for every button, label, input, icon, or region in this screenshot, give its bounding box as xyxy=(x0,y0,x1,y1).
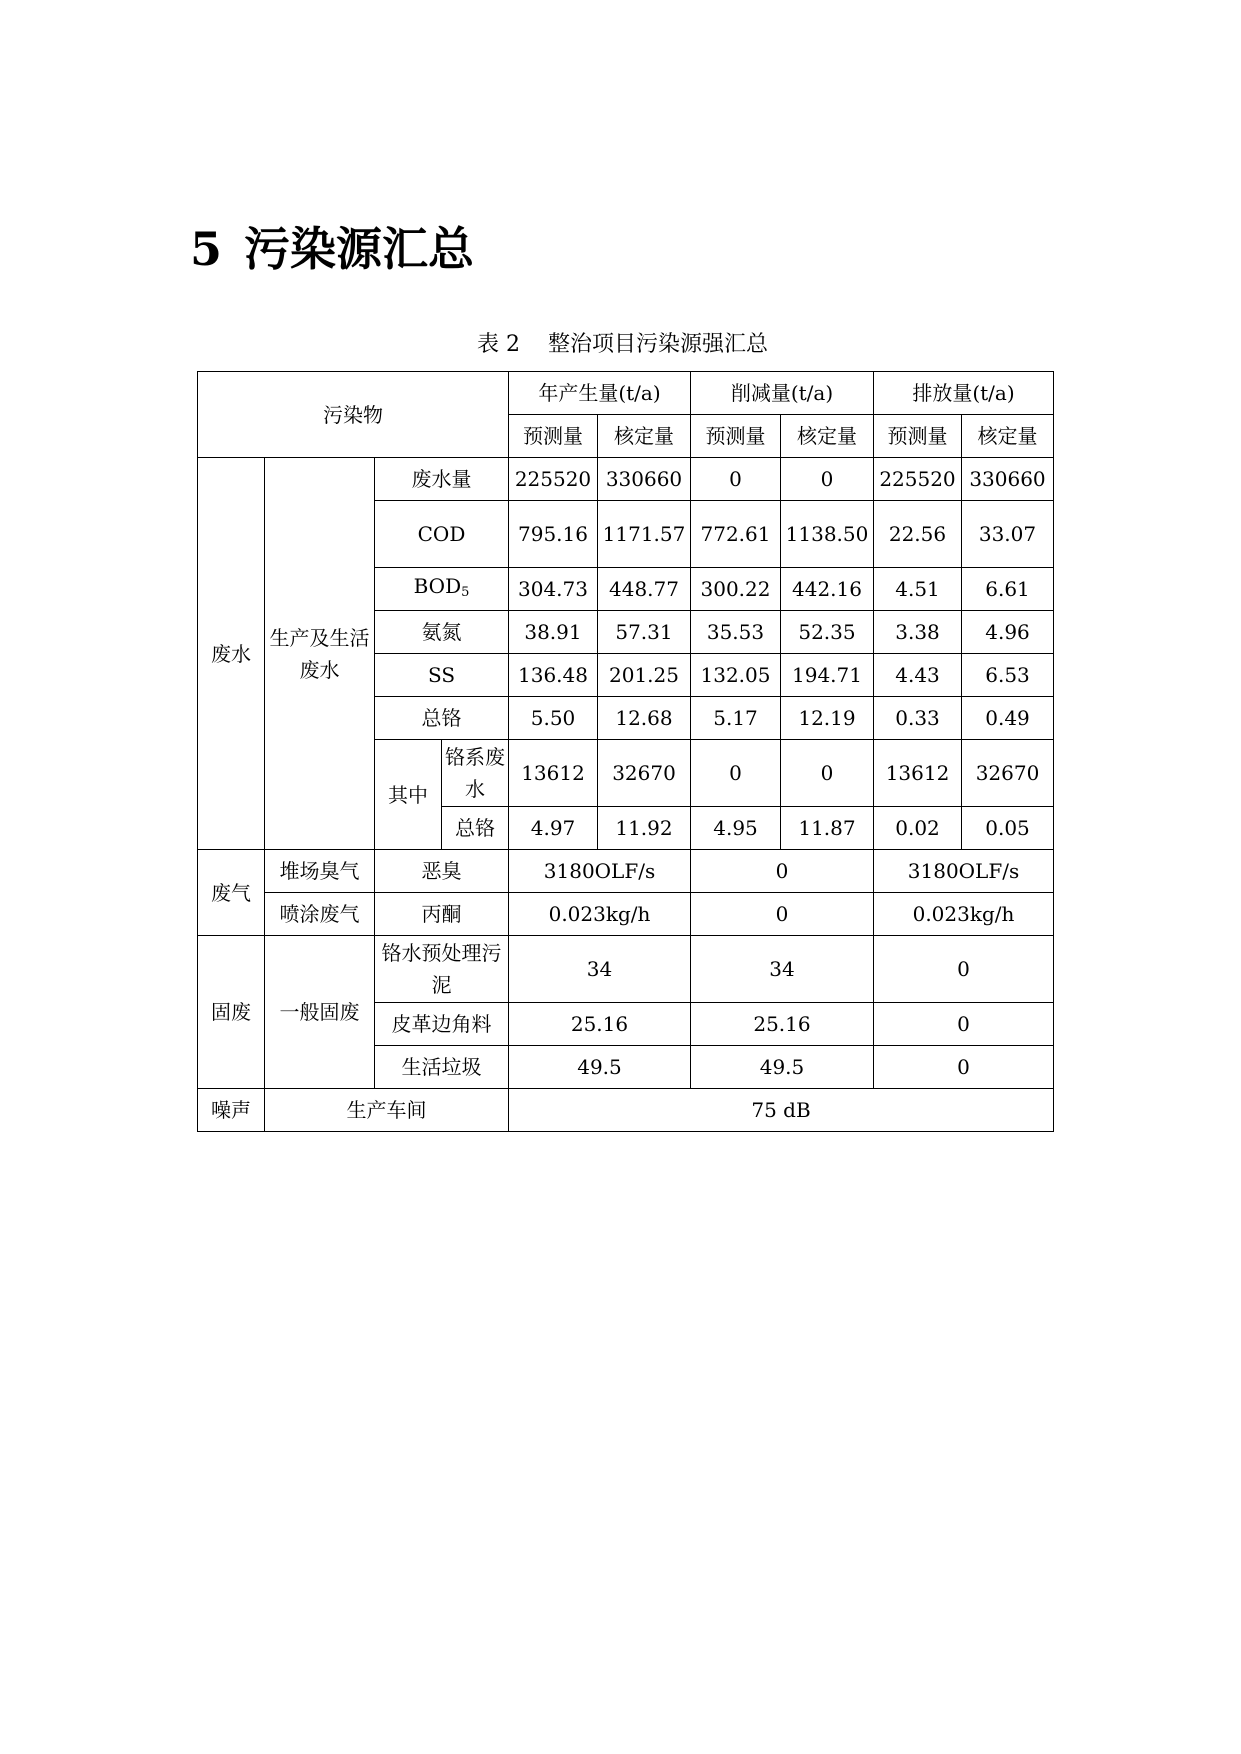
data-cell: 57.31 xyxy=(598,611,691,654)
data-cell: 3.38 xyxy=(874,611,962,654)
data-cell: 12.19 xyxy=(781,697,874,740)
data-cell: 25.16 xyxy=(509,1003,691,1046)
table-row xyxy=(198,893,1054,936)
data-cell: 0 xyxy=(874,936,1054,1003)
pollution-source-summary-table xyxy=(197,371,1054,1132)
data-cell: 49.5 xyxy=(691,1046,874,1089)
source-production-workshop: 生产车间 xyxy=(265,1089,509,1132)
data-cell: 12.68 xyxy=(598,697,691,740)
section-number: 5 xyxy=(190,222,223,276)
data-cell: 0.33 xyxy=(874,697,962,740)
row-label: 恶臭 xyxy=(375,850,509,893)
table-caption-title: 整治项目污染源强汇总 xyxy=(547,332,768,357)
data-cell: 4.95 xyxy=(691,807,781,850)
header-sub-cell: 核定量 xyxy=(598,415,691,458)
category-waste-gas: 废气 xyxy=(198,850,265,936)
data-cell: 795.16 xyxy=(509,501,598,568)
data-cell: 0 xyxy=(691,458,781,501)
data-cell: 6.53 xyxy=(962,654,1054,697)
category-wastewater: 废水 xyxy=(198,458,265,850)
header-sub-cell: 核定量 xyxy=(962,415,1054,458)
source-production-domestic-wastewater: 生产及生活废水 xyxy=(265,458,375,850)
data-cell: 0 xyxy=(874,1003,1054,1046)
data-cell: 25.16 xyxy=(691,1003,874,1046)
data-cell: 0 xyxy=(691,893,874,936)
header-sub-cell: 核定量 xyxy=(781,415,874,458)
data-cell: 49.5 xyxy=(509,1046,691,1089)
source-general-solid-waste: 一般固废 xyxy=(265,936,375,1089)
row-label: 氨氮 xyxy=(375,611,509,654)
header-pollutant: 污染物 xyxy=(198,372,509,458)
bod-subscript: 5 xyxy=(461,584,470,600)
table-caption-label: 表 2 xyxy=(476,332,520,357)
data-cell: 35.53 xyxy=(691,611,781,654)
header-annual-generation: 年产生量(t/a) xyxy=(509,372,691,415)
source-cell: 喷涂废气 xyxy=(265,893,375,936)
data-cell: 136.48 xyxy=(509,654,598,697)
data-cell: 22.56 xyxy=(874,501,962,568)
data-cell: 194.71 xyxy=(781,654,874,697)
data-cell: 5.17 xyxy=(691,697,781,740)
data-cell: 13612 xyxy=(874,740,962,807)
data-cell: 0 xyxy=(691,850,874,893)
data-cell: 4.51 xyxy=(874,568,962,611)
data-cell: 32670 xyxy=(598,740,691,807)
table-row xyxy=(198,458,1054,501)
data-cell: 33.07 xyxy=(962,501,1054,568)
data-cell: 0 xyxy=(691,740,781,807)
data-cell: 34 xyxy=(691,936,874,1003)
header-reduction: 削减量(t/a) xyxy=(691,372,874,415)
data-cell: 132.05 xyxy=(691,654,781,697)
table-row xyxy=(198,1089,1054,1132)
header-sub-cell: 预测量 xyxy=(691,415,781,458)
header-sub-cell: 预测量 xyxy=(874,415,962,458)
row-label: 总铬 xyxy=(375,697,509,740)
data-cell: 772.61 xyxy=(691,501,781,568)
row-label: 总铬 xyxy=(442,807,509,850)
row-label: 废水量 xyxy=(375,458,509,501)
data-cell: 0 xyxy=(781,458,874,501)
row-label: 丙酮 xyxy=(375,893,509,936)
data-cell: 448.77 xyxy=(598,568,691,611)
header-sub-cell: 预测量 xyxy=(509,415,598,458)
data-cell: 225520 xyxy=(509,458,598,501)
data-cell: 4.43 xyxy=(874,654,962,697)
data-cell: 4.97 xyxy=(509,807,598,850)
section-heading xyxy=(190,222,475,276)
data-cell: 330660 xyxy=(962,458,1054,501)
source-cell: 堆场臭气 xyxy=(265,850,375,893)
data-cell: 1171.57 xyxy=(598,501,691,568)
data-cell: 201.25 xyxy=(598,654,691,697)
data-cell: 52.35 xyxy=(781,611,874,654)
row-label: 铬水预处理污泥 xyxy=(375,936,509,1003)
data-cell: 300.22 xyxy=(691,568,781,611)
row-label: SS xyxy=(375,654,509,697)
table-row xyxy=(198,850,1054,893)
bod-text: BOD xyxy=(413,573,462,598)
header-emission: 排放量(t/a) xyxy=(874,372,1054,415)
of-which-label: 其中 xyxy=(375,740,442,850)
data-cell: 38.91 xyxy=(509,611,598,654)
section-title: 污染源汇总 xyxy=(244,222,475,276)
data-cell: 442.16 xyxy=(781,568,874,611)
category-noise: 噪声 xyxy=(198,1089,265,1132)
data-cell: 34 xyxy=(509,936,691,1003)
data-cell: 13612 xyxy=(509,740,598,807)
data-cell: 32670 xyxy=(962,740,1054,807)
noise-value: 75 dB xyxy=(509,1089,1054,1132)
data-cell: 1138.50 xyxy=(781,501,874,568)
row-label: 铬系废水 xyxy=(442,740,509,807)
data-cell: 11.92 xyxy=(598,807,691,850)
row-label-bod5 xyxy=(375,568,509,611)
data-cell: 3180OLF/s xyxy=(509,850,691,893)
data-cell: 0.49 xyxy=(962,697,1054,740)
data-cell: 330660 xyxy=(598,458,691,501)
row-label: 皮革边角料 xyxy=(375,1003,509,1046)
data-cell: 304.73 xyxy=(509,568,598,611)
data-cell: 0 xyxy=(781,740,874,807)
category-solid-waste: 固废 xyxy=(198,936,265,1089)
data-cell: 0.05 xyxy=(962,807,1054,850)
table-caption xyxy=(195,332,1050,358)
data-cell: 5.50 xyxy=(509,697,598,740)
data-cell: 0.023kg/h xyxy=(509,893,691,936)
data-cell: 3180OLF/s xyxy=(874,850,1054,893)
data-cell: 0.02 xyxy=(874,807,962,850)
data-cell: 0.023kg/h xyxy=(874,893,1054,936)
data-cell: 6.61 xyxy=(962,568,1054,611)
data-cell: 11.87 xyxy=(781,807,874,850)
header-row-groups xyxy=(198,372,1054,415)
data-cell: 0 xyxy=(874,1046,1054,1089)
data-cell: 4.96 xyxy=(962,611,1054,654)
table-row xyxy=(198,936,1054,1003)
row-label: 生活垃圾 xyxy=(375,1046,509,1089)
data-cell: 225520 xyxy=(874,458,962,501)
row-label: COD xyxy=(375,501,509,568)
